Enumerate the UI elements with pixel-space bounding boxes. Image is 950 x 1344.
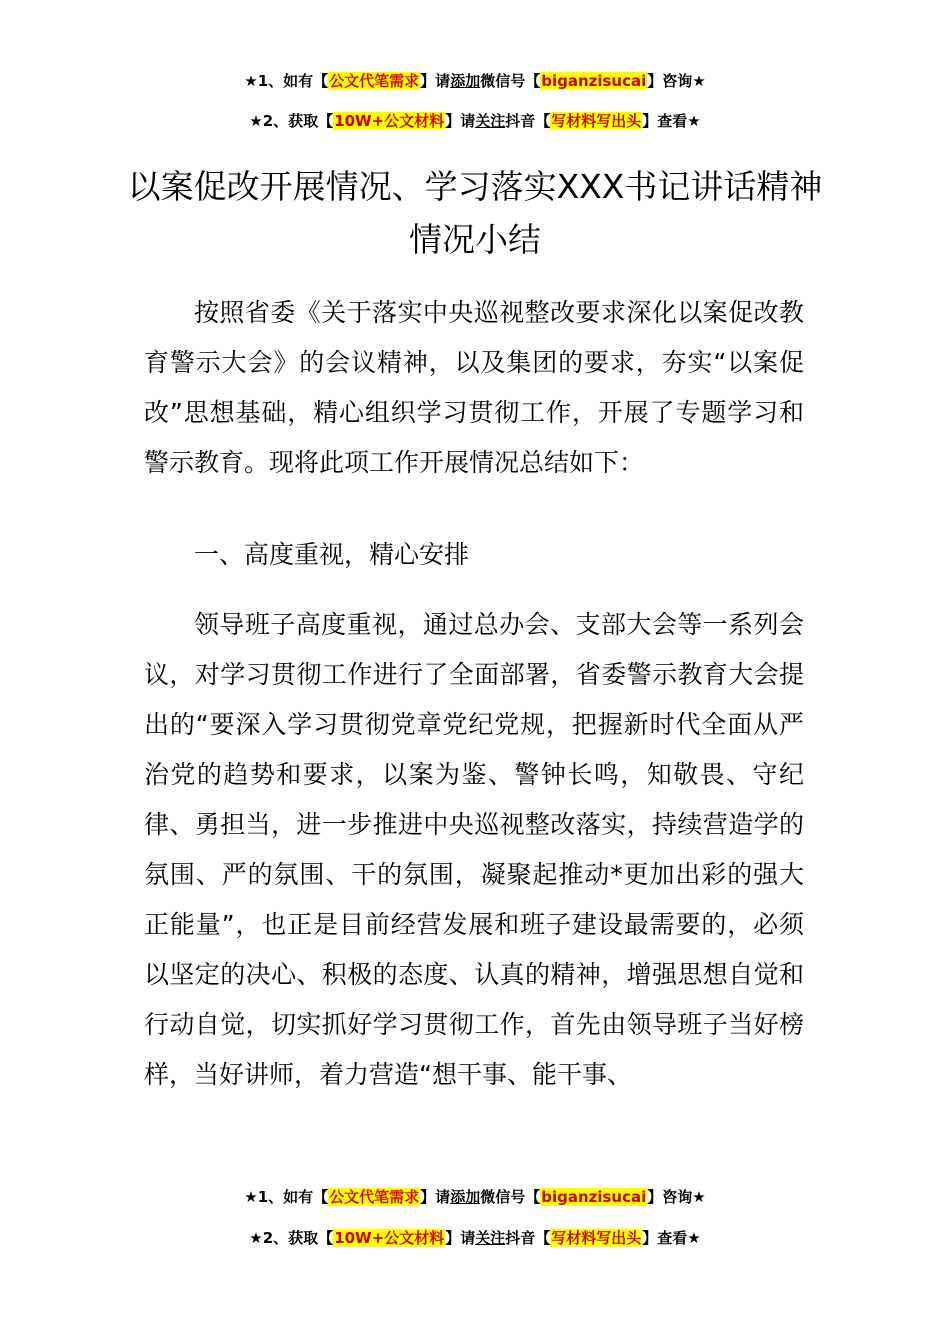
banner-text: 】咨询★ [647,1188,706,1206]
banner-highlight: 10W+公文材料 [334,112,445,130]
banner-highlight: biganzisucai [541,1188,647,1206]
document-title: 以案促改开展情况、学习落实XXX书记讲话精神情况小结 [127,167,823,259]
section-paragraph: 领导班子高度重视，通过总办会、支部大会等一系列会议，对学习贯彻工作进行了全面部署，省委警示教育大会提出的“要深入学习贯彻党章党纪党规，把握新时代全面从严治党的趋势和要求，以案为鉴、警钟长鸣，知敬畏、守纪律、勇担当，进一步推进中央巡视整改落实，持续营造学的氛围、严的氛围、干的氛围，凝聚起推动*更加出彩的强大正能量”，也正是目前经营发展和班子建设最需要的，必须以坚定的决心、积极的态度、认真的精神，增强思想自觉和行动自觉，切实抓好学习贯彻工作，首先由领导班子当好榜样，当好讲师，着力营造“想干事、能干事、 [144,610,804,1089]
banner-highlight: 公文代笔需求 [329,1188,420,1206]
banner-text: 抖音【 [505,1229,551,1247]
banner-underlined-text: 关注 [475,112,506,130]
banner-text: 】请 [445,112,476,130]
banner-text: 微信号【 [480,1188,541,1206]
banner-highlight: 写材料写出头 [551,112,642,130]
banner-text: 抖音【 [505,112,551,130]
banner-text: ★1、如有【 [244,1188,329,1206]
banner-text: 】查看★ [642,112,701,130]
footer-banner-line-1 [0,1187,950,1207]
banner-highlight: biganzisucai [541,72,647,90]
banner-underlined-text: 关注 [475,1229,506,1247]
banner-highlight: 10W+公文材料 [334,1229,445,1247]
banner-underlined-text: 添加 [450,72,481,90]
banner-text: 】请 [420,72,451,90]
intro-paragraph: 按照省委《关于落实中央巡视整改要求深化以案促改教育警示大会》的会议精神，以及集团的要求，夯实“以案促改”思想基础，精心组织学习贯彻工作，开展了专题学习和警示教育。现将此项工作开展情况总结如下： [144,298,804,477]
banner-highlight: 写材料写出头 [551,1229,642,1247]
header-banner-line-1 [0,71,950,91]
banner-text: 】咨询★ [647,72,706,90]
section-heading: 一、高度重视，精心安排 [194,540,470,569]
banner-text: ★1、如有【 [244,72,329,90]
banner-text: 】请 [420,1188,451,1206]
banner-underlined-text: 添加 [450,1188,481,1206]
banner-text: ★2、获取【 [249,1229,334,1247]
footer-banner-line-2 [0,1228,950,1248]
banner-text: 微信号【 [480,72,541,90]
banner-text: 】查看★ [642,1229,701,1247]
header-banner-line-2 [0,111,950,131]
banner-text: 】请 [445,1229,476,1247]
banner-highlight: 公文代笔需求 [329,72,420,90]
banner-text: ★2、获取【 [249,112,334,130]
